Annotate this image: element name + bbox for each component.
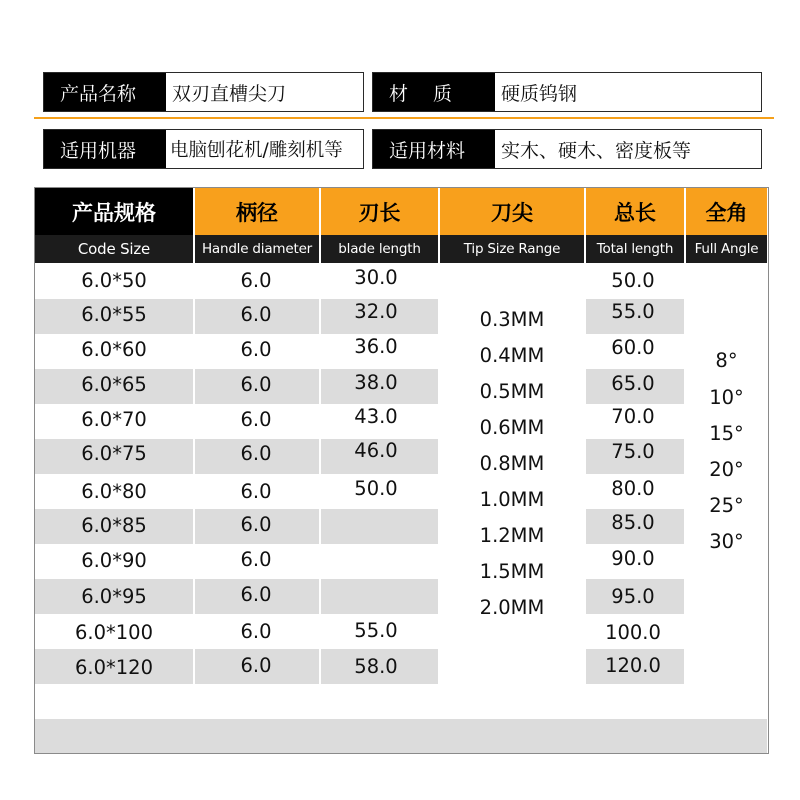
total-cell: 65.0 — [611, 372, 655, 395]
total-cell: 80.0 — [611, 477, 655, 500]
blade-cell: 30.0 — [354, 266, 398, 289]
total-cell: 50.0 — [611, 269, 655, 292]
header-zh: 刃长 — [321, 188, 438, 235]
tip-size-value: 0.3MM — [479, 308, 545, 331]
angle-value: 15° — [709, 422, 744, 445]
handle-cell: 6.0 — [240, 620, 272, 643]
code-size-cell: 6.0*80 — [81, 480, 147, 503]
product-name-value: 双刃直槽尖刀 — [172, 82, 287, 105]
total-cell: 100.0 — [605, 621, 661, 644]
header-en: Tip Size Range — [440, 235, 584, 263]
total-cell: 120.0 — [605, 654, 661, 677]
workpiece-value: 实木、硬木、密度板等 — [501, 139, 692, 162]
total-cell: 90.0 — [611, 547, 655, 570]
handle-cell: 6.0 — [240, 338, 272, 361]
handle-cell: 6.0 — [240, 583, 272, 606]
blade-cell: 38.0 — [354, 371, 398, 394]
angle-value: 30° — [709, 530, 744, 553]
header-handle-diameter — [195, 188, 319, 263]
total-cell: 70.0 — [611, 405, 655, 428]
machine-box — [43, 129, 364, 169]
blade-cell: 46.0 — [354, 439, 398, 462]
handle-cell: 6.0 — [240, 548, 272, 571]
header-zh: 全角 — [686, 188, 767, 235]
blade-cell: 32.0 — [354, 300, 398, 323]
handle-cell: 6.0 — [240, 442, 272, 465]
product-name-box — [43, 72, 364, 112]
tip-size-value: 0.5MM — [479, 380, 545, 403]
tip-size-value: 0.6MM — [479, 416, 545, 439]
total-cell: 85.0 — [611, 511, 655, 534]
tip-size-value: 1.0MM — [479, 488, 545, 511]
machine-value: 电脑刨花机/雕刻机等 — [170, 140, 343, 161]
tip-size-value: 0.4MM — [479, 344, 545, 367]
material-value: 硬质钨钢 — [501, 82, 578, 105]
header-blade-length — [321, 188, 438, 263]
handle-cell: 6.0 — [240, 303, 272, 326]
header-zh: 刀尖 — [440, 188, 584, 235]
code-size-cell: 6.0*50 — [81, 269, 147, 292]
tip-size-value: 1.5MM — [479, 560, 545, 583]
angle-value: 25° — [709, 494, 744, 517]
handle-cell: 6.0 — [240, 513, 272, 536]
header-code-size — [35, 188, 193, 263]
machine-label: 适用机器 — [44, 130, 166, 168]
code-size-cell: 6.0*120 — [75, 656, 153, 679]
code-size-cell: 6.0*70 — [81, 408, 147, 431]
header-zh: 产品规格 — [35, 188, 193, 235]
handle-cell: 6.0 — [240, 408, 272, 431]
total-cell: 75.0 — [611, 440, 655, 463]
tip-size-value: 2.0MM — [479, 596, 545, 619]
header-zh: 总长 — [586, 188, 684, 235]
angle-value: 8° — [715, 349, 738, 372]
code-size-cell: 6.0*65 — [81, 373, 147, 396]
angle-value: 10° — [709, 386, 744, 409]
spec-table — [34, 187, 769, 754]
blade-cell: 55.0 — [354, 619, 398, 642]
code-size-cell: 6.0*90 — [81, 549, 147, 572]
header-en: Handle diameter — [195, 235, 319, 263]
code-size-cell: 6.0*55 — [81, 303, 147, 326]
material-label: 材 质 — [373, 73, 495, 111]
total-cell: 95.0 — [611, 585, 655, 608]
header-en: Total length — [586, 235, 684, 263]
total-cell: 60.0 — [611, 336, 655, 359]
code-size-cell: 6.0*95 — [81, 585, 147, 608]
workpiece-label: 适用材料 — [373, 130, 495, 168]
header-en: Full Angle — [686, 235, 767, 263]
handle-cell: 6.0 — [240, 480, 272, 503]
orange-divider — [34, 117, 774, 119]
tip-size-value: 1.2MM — [479, 524, 545, 547]
material-box — [372, 72, 762, 112]
angle-value: 20° — [709, 458, 744, 481]
total-cell: 55.0 — [611, 300, 655, 323]
handle-cell: 6.0 — [240, 373, 272, 396]
product-name-label: 产品名称 — [44, 73, 166, 111]
header-zh: 柄径 — [195, 188, 319, 235]
header-tip-size — [440, 188, 584, 263]
header-en: Code Size — [35, 235, 193, 263]
header-total-length — [586, 188, 684, 263]
blade-cell: 58.0 — [354, 655, 398, 678]
blade-cell: 43.0 — [354, 405, 398, 428]
code-size-cell: 6.0*100 — [75, 621, 153, 644]
blade-cell: 50.0 — [354, 477, 398, 500]
code-size-cell: 6.0*60 — [81, 338, 147, 361]
code-size-cell: 6.0*85 — [81, 514, 147, 537]
code-size-cell: 6.0*75 — [81, 442, 147, 465]
header-full-angle — [686, 188, 767, 263]
workpiece-box — [372, 129, 762, 169]
tip-size-value: 0.8MM — [479, 452, 545, 475]
handle-cell: 6.0 — [240, 269, 272, 292]
table-footer — [35, 719, 767, 754]
handle-cell: 6.0 — [240, 654, 272, 677]
blade-cell: 36.0 — [354, 335, 398, 358]
header-en: blade length — [321, 235, 438, 263]
